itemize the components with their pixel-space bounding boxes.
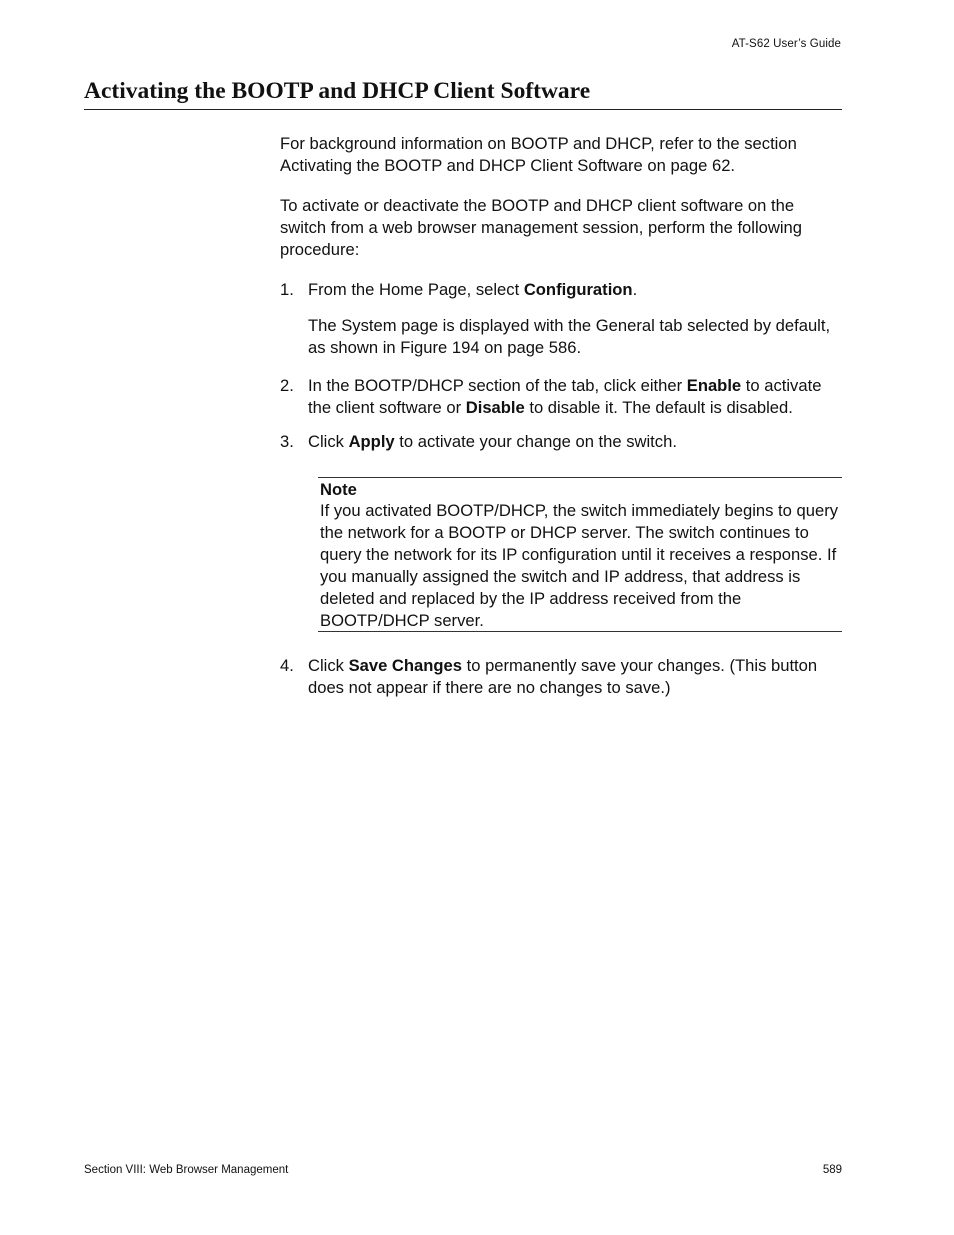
- step-text: From the Home Page, select Configuration.: [308, 280, 638, 299]
- step-4: [280, 655, 842, 699]
- step-text: In the BOOTP/DHCP section of the tab, click either Enable to activate the client software or Disable to disable it. The default is disabled.: [308, 376, 822, 417]
- step-number: 4.: [280, 656, 294, 675]
- running-header: AT-S62 User’s Guide: [731, 38, 841, 50]
- step-number: 2.: [280, 376, 294, 395]
- step-text: Click Save Changes to permanently save your changes. (This button does not appear if there are no changes to save.): [308, 656, 818, 697]
- page-number: 589: [822, 1164, 842, 1176]
- note-title: Note: [320, 480, 357, 499]
- note-box: [318, 477, 842, 632]
- step-2: [280, 375, 842, 419]
- section-title: Activating the BOOTP and DHCP Client Software: [84, 78, 842, 110]
- step-3: [280, 431, 842, 453]
- intro-paragraph-1: For background information on BOOTP and DHCP, refer to the section Activating the BOOTP and DHCP Client Software on page 62.: [280, 134, 797, 175]
- step-number: 3.: [280, 432, 294, 451]
- step-1-result: The System page is displayed with the General tab selected by default, as shown in Figure 194 on page 586.: [308, 316, 831, 357]
- footer-section: Section VIII: Web Browser Management: [84, 1164, 289, 1176]
- step-1: [280, 279, 842, 301]
- note-body: If you activated BOOTP/DHCP, the switch immediately begins to query the network for a BOOTP or DHCP server. The switch continues to query the network for its IP configuration until it receives a response. If you manually assigned the switch and IP address, that address is deleted and replaced by the IP address received from the BOOTP/DHCP server.: [320, 501, 839, 630]
- step-text: Click Apply to activate your change on the switch.: [308, 432, 677, 451]
- step-number: 1.: [280, 280, 294, 299]
- intro-paragraph-2: To activate or deactivate the BOOTP and DHCP client software on the switch from a web browser management session, perform the following procedure:: [280, 196, 803, 259]
